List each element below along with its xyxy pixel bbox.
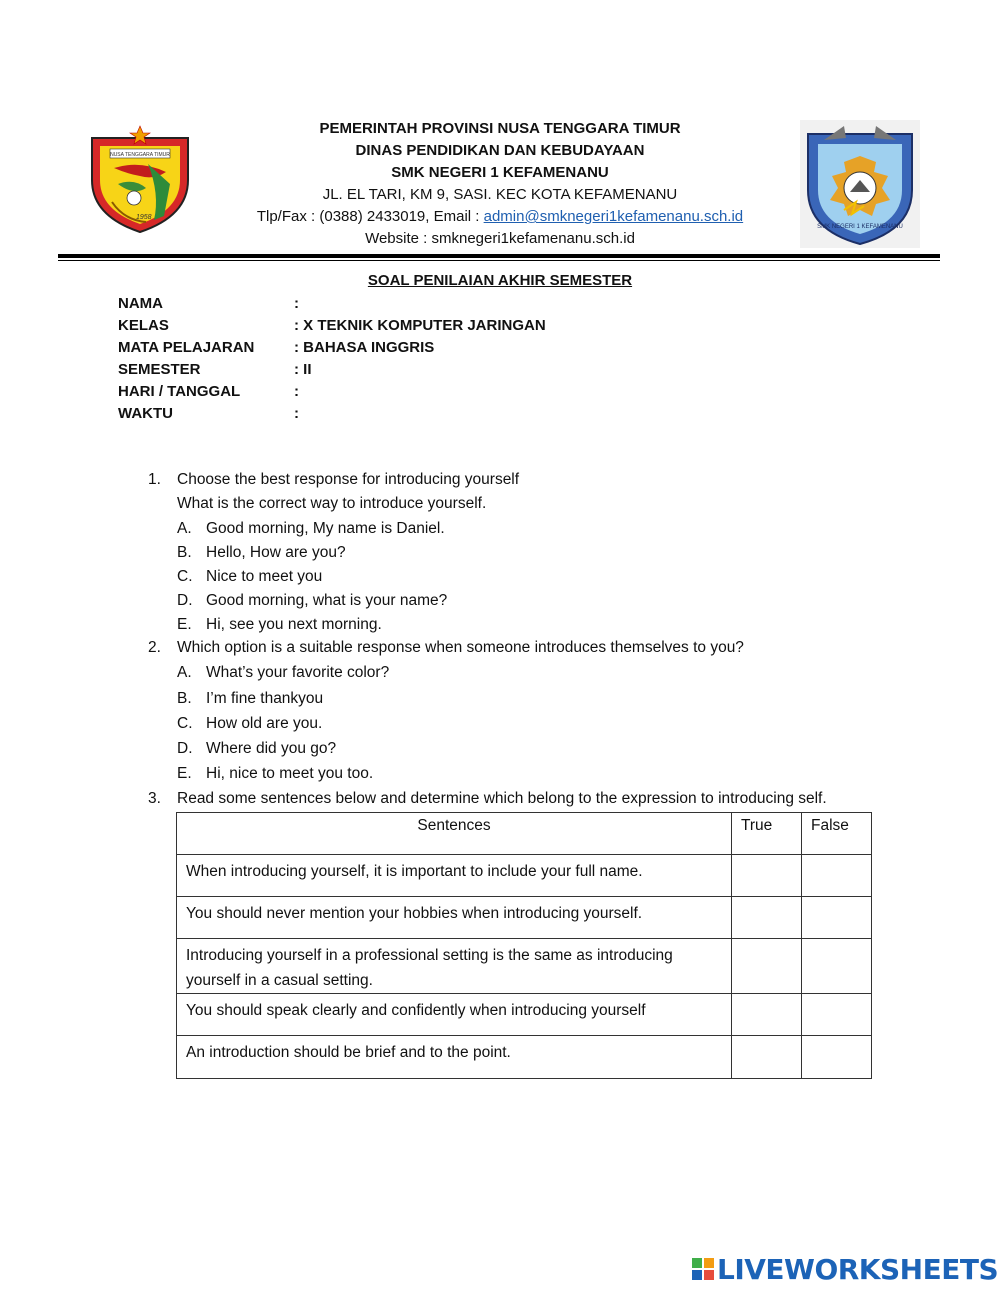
header-address: JL. EL TARI, KM 9, SASI. KEC KOTA KEFAMENANU [322, 186, 678, 203]
option-text[interactable]: What’s your favorite color? [206, 664, 390, 681]
question-number: 3. [148, 790, 161, 807]
true-answer-cell[interactable] [732, 1036, 802, 1079]
true-answer-cell[interactable] [732, 897, 802, 939]
emblem-year: 1958 [136, 214, 152, 221]
true-false-table [176, 812, 872, 1079]
info-value-kelas: : X TEKNIK KOMPUTER JARINGAN [294, 317, 546, 334]
school-emblem-logo [800, 120, 920, 248]
liveworksheets-brand-text: LIVEWORKSHEETS [717, 1252, 999, 1286]
statement-cell: An introduction should be brief and to the point. [177, 1036, 732, 1079]
province-emblem-logo [84, 124, 196, 236]
header-divider [58, 254, 940, 258]
option-text[interactable]: Nice to meet you [206, 568, 323, 585]
true-answer-cell[interactable] [732, 994, 802, 1036]
option-letter: C. [177, 715, 193, 732]
header-divider-thin [58, 260, 940, 261]
option-text[interactable]: Good morning, what is your name? [206, 592, 448, 609]
table-row [177, 855, 872, 897]
header-phone: Tlp/Fax : (0388) 2433019, Email : [256, 208, 484, 225]
statement-cell: Introducing yourself in a professional setting is the same as introducing yourself in a casual setting. [177, 939, 732, 994]
question-subtext: What is the correct way to introduce yourself. [177, 495, 487, 512]
question-number: 2. [148, 639, 161, 656]
statement-cell: When introducing yourself, it is important to include your full name. [177, 855, 732, 897]
column-header-sentences: Sentences [177, 813, 732, 855]
info-value-mapel: : BAHASA INGGRIS [294, 339, 435, 356]
header-department: DINAS PENDIDIKAN DAN KEBUDAYAAN [355, 142, 645, 159]
header-school-name: SMK NEGERI 1 KEFAMENANU [391, 164, 609, 181]
option-text[interactable]: Hi, nice to meet you too. [206, 765, 374, 782]
option-letter: E. [177, 765, 192, 782]
question-text: Read some sentences below and determine which belong to the expression to introducing self. [177, 790, 827, 807]
option-text[interactable]: Hello, How are you? [206, 544, 346, 561]
email-link[interactable]: admin@smknegeri1kefamenanu.sch.id [483, 208, 744, 225]
info-label-hari: HARI / TANGGAL [118, 383, 241, 400]
false-answer-cell[interactable] [802, 897, 872, 939]
option-letter: A. [177, 520, 192, 537]
option-letter: D. [177, 740, 193, 757]
question-text: Choose the best response for introducing yourself [177, 471, 520, 488]
false-answer-cell[interactable] [802, 855, 872, 897]
school-emblem-text: SMK NEGERI 1 KEFAMENANU [817, 224, 903, 230]
option-text[interactable]: I’m fine thankyou [206, 690, 324, 707]
option-letter: D. [177, 592, 193, 609]
statement-cell: You should never mention your hobbies when introducing yourself. [177, 897, 732, 939]
statement-cell: You should speak clearly and confidently when introducing yourself [177, 994, 732, 1036]
table-row [177, 994, 872, 1036]
question-text: Which option is a suitable response when someone introduces themselves to you? [177, 639, 744, 656]
table-row [177, 1036, 872, 1079]
true-answer-cell[interactable] [732, 855, 802, 897]
table-header-row [177, 813, 872, 855]
info-label-semester: SEMESTER [118, 361, 201, 378]
option-text[interactable]: Hi, see you next morning. [206, 616, 382, 633]
option-letter: E. [177, 616, 192, 633]
info-label-nama: NAMA [118, 295, 163, 312]
false-answer-cell[interactable] [802, 994, 872, 1036]
table-row [177, 939, 872, 994]
liveworksheets-logo[interactable] [692, 1254, 998, 1284]
option-text[interactable]: Good morning, My name is Daniel. [206, 520, 445, 537]
info-value-waktu: : [294, 405, 299, 422]
header-contact [220, 206, 780, 228]
header-government: PEMERINTAH PROVINSI NUSA TENGGARA TIMUR [319, 120, 681, 137]
column-header-true: True [732, 813, 802, 855]
option-letter: B. [177, 690, 192, 707]
info-label-mapel: MATA PELAJARAN [118, 339, 255, 356]
option-letter: C. [177, 568, 193, 585]
true-answer-cell[interactable] [732, 939, 802, 994]
option-letter: B. [177, 544, 192, 561]
option-text[interactable]: How old are you. [206, 715, 323, 732]
info-label-waktu: WAKTU [118, 405, 173, 422]
header-website: Website : smknegeri1kefamenanu.sch.id [365, 230, 635, 247]
emblem-banner-text: NUSA TENGGARA TIMUR [110, 152, 170, 158]
info-value-hari: : [294, 383, 299, 400]
question-number: 1. [148, 471, 161, 488]
table-row [177, 897, 872, 939]
false-answer-cell[interactable] [802, 939, 872, 994]
info-label-kelas: KELAS [118, 317, 169, 334]
option-letter: A. [177, 664, 192, 681]
column-header-false: False [802, 813, 872, 855]
liveworksheets-squares-icon [692, 1258, 714, 1280]
page-title: SOAL PENILAIAN AKHIR SEMESTER [367, 272, 633, 289]
info-value-nama: : [294, 295, 299, 312]
false-answer-cell[interactable] [802, 1036, 872, 1079]
info-value-semester: : II [294, 361, 312, 378]
option-text[interactable]: Where did you go? [206, 740, 337, 757]
